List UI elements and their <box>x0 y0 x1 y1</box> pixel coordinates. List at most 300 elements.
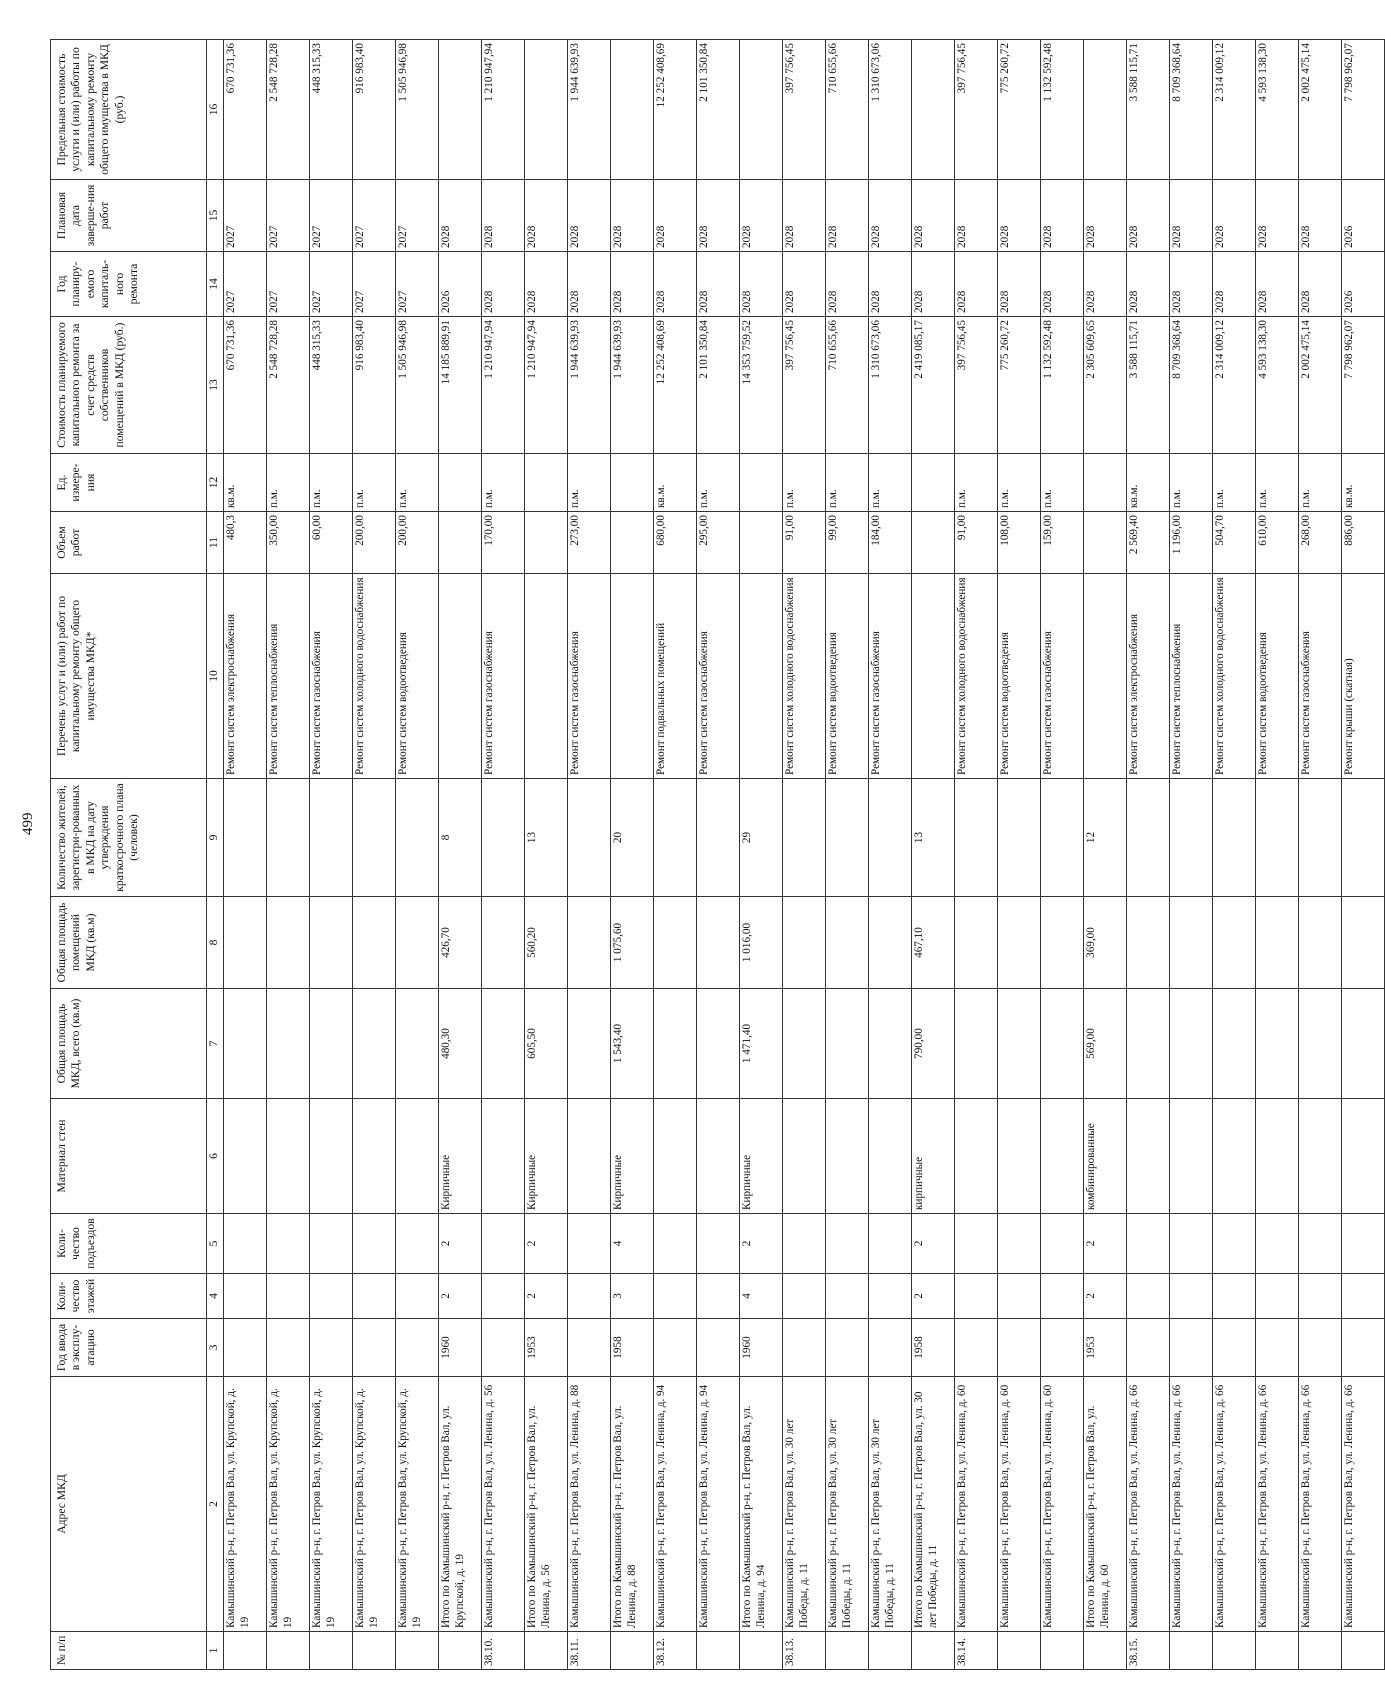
column-header: Коли-чество подъездов <box>51 1214 207 1274</box>
table-cell <box>1170 897 1213 989</box>
table-cell <box>1127 1274 1170 1319</box>
table-cell <box>1041 897 1084 989</box>
table-cell <box>869 1099 912 1214</box>
table-cell <box>998 1274 1041 1319</box>
table-cell <box>525 454 568 512</box>
table-cell: 2028 <box>697 180 740 252</box>
table-cell: п.м. <box>482 454 525 512</box>
table-cell: 2028 <box>783 180 826 252</box>
table-cell <box>1299 989 1342 1099</box>
table-cell <box>482 779 525 897</box>
table-cell: 2028 <box>697 252 740 317</box>
table-cell <box>1041 1099 1084 1214</box>
column-header: Перечень услуг и (или) работ по капитальному ремонту общего имущества МКД* <box>51 574 207 779</box>
table-cell <box>525 574 568 779</box>
table-cell: 60,00 <box>310 512 353 574</box>
table-row <box>267 40 310 1670</box>
table-cell <box>697 897 740 989</box>
table-cell <box>439 574 482 779</box>
table-cell: 1958 <box>912 1319 955 1377</box>
table-cell: 268,00 <box>1299 512 1342 574</box>
table-cell <box>869 1319 912 1377</box>
table-cell: 2026 <box>1342 252 1385 317</box>
table-cell: Камышинский р-н, г. Петров Вал, ул. Ленина, д. 66 <box>1342 1377 1385 1632</box>
rotated-page <box>50 40 1355 1670</box>
table-cell: Камышинский р-н, г. Петров Вал, ул. Ленина, д. 94 <box>654 1377 697 1632</box>
table-row <box>396 40 439 1670</box>
table-cell: 108,00 <box>998 512 1041 574</box>
table-cell: Камышинский р-н, г. Петров Вал, ул. Крупской, д. 19 <box>353 1377 396 1632</box>
table-cell: 2028 <box>1256 180 1299 252</box>
table-row <box>998 40 1041 1670</box>
table-cell <box>869 1632 912 1670</box>
table-cell <box>1213 1274 1256 1319</box>
table-cell <box>955 1099 998 1214</box>
table-cell: п.м. <box>955 454 998 512</box>
table-cell <box>1127 989 1170 1099</box>
table-cell <box>353 897 396 989</box>
table-cell <box>1170 1099 1213 1214</box>
table-row <box>568 40 611 1670</box>
table-cell: Ремонт систем газоснабжения <box>482 574 525 779</box>
table-cell <box>1342 1214 1385 1274</box>
table-cell <box>783 989 826 1099</box>
table-cell: Ремонт систем газоснабжения <box>1041 574 1084 779</box>
table-cell <box>1256 1214 1299 1274</box>
table-cell: 2 <box>525 1214 568 1274</box>
table-cell: п.м. <box>1213 454 1256 512</box>
table-cell: 1 132 592,48 <box>1041 40 1084 180</box>
table-cell <box>1299 897 1342 989</box>
table-cell: 7 798 962,07 <box>1342 40 1385 180</box>
table-cell <box>224 1099 267 1214</box>
table-cell: 2 <box>1084 1214 1127 1274</box>
column-number: 11 <box>207 512 224 574</box>
table-cell: Камышинский р-н, г. Петров Вал, ул. Крупской, д. 19 <box>267 1377 310 1632</box>
table-cell: 448 315,33 <box>310 40 353 180</box>
table-cell: Камышинский р-н, г. Петров Вал, ул. Крупской, д. 19 <box>224 1377 267 1632</box>
table-cell: 2028 <box>826 252 869 317</box>
table-cell <box>912 574 955 779</box>
table-cell: 426,70 <box>439 897 482 989</box>
table-cell <box>1041 989 1084 1099</box>
table-cell <box>826 897 869 989</box>
table-cell: Ремонт систем водоотведения <box>1256 574 1299 779</box>
table-cell <box>697 779 740 897</box>
table-cell <box>740 1632 783 1670</box>
table-cell: п.м. <box>697 454 740 512</box>
table-cell: Камышинский р-н, г. Петров Вал, ул. 30 лет Победы, д. 11 <box>826 1377 869 1632</box>
table-cell <box>267 897 310 989</box>
table-cell: 2028 <box>998 180 1041 252</box>
table-cell <box>1299 1319 1342 1377</box>
table-cell <box>998 1214 1041 1274</box>
column-header: Год ввода в эксплу-атацию <box>51 1319 207 1377</box>
table-cell: Ремонт систем холодного водоснабжения <box>1213 574 1256 779</box>
page-number: 499 <box>20 812 36 835</box>
table-cell: кв.м. <box>1342 454 1385 512</box>
table-cell: п.м. <box>826 454 869 512</box>
table-cell: 38.13. <box>783 1632 826 1670</box>
table-row <box>1256 40 1299 1670</box>
table-cell: 2028 <box>869 180 912 252</box>
table-cell: 2028 <box>1299 180 1342 252</box>
table-cell: 2028 <box>912 180 955 252</box>
table-cell: кв.м. <box>1127 454 1170 512</box>
table-cell: п.м. <box>869 454 912 512</box>
table-cell <box>267 779 310 897</box>
table-cell: Ремонт систем теплоснабжения <box>1170 574 1213 779</box>
column-header: Адрес МКД <box>51 1377 207 1632</box>
table-cell <box>740 454 783 512</box>
table-cell: 467,10 <box>912 897 955 989</box>
table-cell: 369,00 <box>1084 897 1127 989</box>
table-cell: 2027 <box>353 180 396 252</box>
table-cell: 397 756,45 <box>955 317 998 454</box>
table-cell <box>482 1319 525 1377</box>
column-number: 10 <box>207 574 224 779</box>
table-cell: п.м. <box>568 454 611 512</box>
table-cell: 20 <box>611 779 654 897</box>
table-cell: 1 944 639,93 <box>568 40 611 180</box>
table-cell <box>224 1319 267 1377</box>
table-cell: Камышинский р-н, г. Петров Вал, ул. Ленина, д. 60 <box>998 1377 1041 1632</box>
table-cell: 1 543,40 <box>611 989 654 1099</box>
table-row <box>439 40 482 1670</box>
table-cell: 200,00 <box>353 512 396 574</box>
table-cell <box>912 454 955 512</box>
table-cell: 38.10. <box>482 1632 525 1670</box>
table-cell <box>396 1319 439 1377</box>
column-header: Коли-чество этажей <box>51 1274 207 1319</box>
table-cell: 2 548 728,28 <box>267 317 310 454</box>
table-row <box>1084 40 1127 1670</box>
table-row <box>869 40 912 1670</box>
table-cell: 2028 <box>482 252 525 317</box>
table-cell <box>611 1632 654 1670</box>
table-cell <box>1041 779 1084 897</box>
table-cell: 610,00 <box>1256 512 1299 574</box>
table-cell <box>1127 1319 1170 1377</box>
table-cell: Итого по Камышинский р-н, г. Петров Вал, ул. Крупской, д. 19 <box>439 1377 482 1632</box>
table-cell <box>224 897 267 989</box>
column-number: 2 <box>207 1377 224 1632</box>
table-cell: 2028 <box>1256 252 1299 317</box>
table-cell: кв.м. <box>654 454 697 512</box>
table-row <box>1342 40 1385 1670</box>
table-cell <box>1299 779 1342 897</box>
table-cell: 1 196,00 <box>1170 512 1213 574</box>
table-cell <box>482 1214 525 1274</box>
table-cell <box>740 40 783 180</box>
table-cell: кв.м. <box>224 454 267 512</box>
table-cell <box>1299 1214 1342 1274</box>
table-cell: 2 101 350,84 <box>697 317 740 454</box>
table-cell: 184,00 <box>869 512 912 574</box>
table-cell <box>267 1099 310 1214</box>
table-cell <box>611 512 654 574</box>
table-cell <box>1213 779 1256 897</box>
table-cell <box>568 779 611 897</box>
table-cell <box>525 40 568 180</box>
table-cell: 1953 <box>1084 1319 1127 1377</box>
table-cell: Ремонт систем газоснабжения <box>568 574 611 779</box>
table-cell: 200,00 <box>396 512 439 574</box>
table-cell: 670 731,36 <box>224 40 267 180</box>
table-cell: 99,00 <box>826 512 869 574</box>
table-cell: 38.12. <box>654 1632 697 1670</box>
table-cell: 2 <box>740 1214 783 1274</box>
table-cell: 2 569,40 <box>1127 512 1170 574</box>
table-cell <box>1256 1274 1299 1319</box>
table-cell <box>396 1632 439 1670</box>
table-cell <box>697 1319 740 1377</box>
table-cell: 4 593 138,30 <box>1256 317 1299 454</box>
table-cell: 2027 <box>224 180 267 252</box>
table-cell <box>955 897 998 989</box>
table-row <box>525 40 568 1670</box>
table-cell: 7 798 962,07 <box>1342 317 1385 454</box>
table-cell <box>310 1214 353 1274</box>
table-cell: 295,00 <box>697 512 740 574</box>
table-cell <box>310 1274 353 1319</box>
table-cell <box>654 897 697 989</box>
table-cell <box>1342 1274 1385 1319</box>
table-cell <box>912 1632 955 1670</box>
table-cell <box>1299 1099 1342 1214</box>
table-cell: 504,70 <box>1213 512 1256 574</box>
table-row <box>482 40 525 1670</box>
table-cell <box>1342 1099 1385 1214</box>
table-cell: 1 016,00 <box>740 897 783 989</box>
table-cell <box>1041 1319 1084 1377</box>
table-cell <box>267 1214 310 1274</box>
table-cell: 1 210 947,94 <box>482 40 525 180</box>
table-cell: 790,00 <box>912 989 955 1099</box>
table-cell <box>1342 1632 1385 1670</box>
table-cell: 1960 <box>740 1319 783 1377</box>
column-number: 12 <box>207 454 224 512</box>
column-number: 15 <box>207 180 224 252</box>
table-cell: п.м. <box>1170 454 1213 512</box>
table-cell <box>1127 779 1170 897</box>
table-cell <box>224 1274 267 1319</box>
table-cell <box>1299 1632 1342 1670</box>
table-cell: 1953 <box>525 1319 568 1377</box>
table-cell <box>1256 1632 1299 1670</box>
table-cell <box>1170 1319 1213 1377</box>
table-cell <box>740 574 783 779</box>
table-cell <box>267 989 310 1099</box>
table-cell: 12 252 408,69 <box>654 317 697 454</box>
table-cell: п.м. <box>1256 454 1299 512</box>
table-cell: п.м. <box>310 454 353 512</box>
table-cell <box>611 454 654 512</box>
table-cell: 448 315,33 <box>310 317 353 454</box>
table-cell <box>439 1632 482 1670</box>
table-cell: Ремонт систем электроснабжения <box>224 574 267 779</box>
table-cell: 2028 <box>1127 180 1170 252</box>
table-cell <box>482 989 525 1099</box>
table-cell <box>998 779 1041 897</box>
table-cell <box>396 1214 439 1274</box>
column-number: 3 <box>207 1319 224 1377</box>
table-cell: 397 756,45 <box>955 40 998 180</box>
table-cell <box>1084 40 1127 180</box>
table-cell: Итого по Камышинский р-н, г. Петров Вал, ул. Ленина, д. 88 <box>611 1377 654 1632</box>
table-cell: 12 <box>1084 779 1127 897</box>
table-row <box>1041 40 1084 1670</box>
table-cell: 2028 <box>1041 180 1084 252</box>
table-cell: 2028 <box>955 180 998 252</box>
table-cell: 4 <box>611 1214 654 1274</box>
table-cell <box>310 1632 353 1670</box>
table-cell: 4 593 138,30 <box>1256 40 1299 180</box>
table-row <box>826 40 869 1670</box>
table-cell: Ремонт систем газоснабжения <box>310 574 353 779</box>
table-cell: 13 <box>912 779 955 897</box>
table-cell: 2026 <box>439 252 482 317</box>
column-header: Материал стен <box>51 1099 207 1214</box>
table-cell: Ремонт систем водоотведения <box>396 574 439 779</box>
table-cell <box>267 1632 310 1670</box>
table-cell: 916 983,40 <box>353 317 396 454</box>
table-cell <box>1256 989 1299 1099</box>
table-cell: Кирпичные <box>611 1099 654 1214</box>
table-cell <box>396 897 439 989</box>
table-cell <box>1213 1632 1256 1670</box>
table-cell: 569,00 <box>1084 989 1127 1099</box>
table-cell: 1 210 947,94 <box>525 317 568 454</box>
column-header: Стоимость планируемого капитального ремонта за счет средств собственников помещений в МКД (руб.) <box>51 317 207 454</box>
column-number: 1 <box>207 1632 224 1670</box>
table-cell <box>1170 1214 1213 1274</box>
table-cell: 2028 <box>611 252 654 317</box>
table-cell: 710 655,66 <box>826 317 869 454</box>
table-row <box>955 40 998 1670</box>
table-cell: Итого по Камышинский р-н, г. Петров Вал, ул. Ленина, д. 60 <box>1084 1377 1127 1632</box>
table-cell: п.м. <box>1299 454 1342 512</box>
table-cell <box>568 1214 611 1274</box>
table-cell <box>654 779 697 897</box>
table-cell <box>1256 1319 1299 1377</box>
table-cell <box>1127 1099 1170 1214</box>
table-cell <box>568 1099 611 1214</box>
table-cell: 1 944 639,93 <box>611 317 654 454</box>
column-number: 9 <box>207 779 224 897</box>
table-cell: 3 588 115,71 <box>1127 317 1170 454</box>
table-cell: 170,00 <box>482 512 525 574</box>
column-number: 13 <box>207 317 224 454</box>
table-cell <box>998 1319 1041 1377</box>
table-cell: 670 731,36 <box>224 317 267 454</box>
table-cell: 1 505 946,98 <box>396 40 439 180</box>
table-cell <box>310 779 353 897</box>
table-cell: Ремонт подвальных помещений <box>654 574 697 779</box>
column-number: 8 <box>207 897 224 989</box>
column-header: Объем работ <box>51 512 207 574</box>
column-header: Плановая дата заверше-ния работ <box>51 180 207 252</box>
table-cell: Камышинский р-н, г. Петров Вал, ул. Ленина, д. 88 <box>568 1377 611 1632</box>
table-cell: 1 075,60 <box>611 897 654 989</box>
table-cell <box>869 1274 912 1319</box>
table-cell: 2028 <box>439 180 482 252</box>
table-cell <box>568 897 611 989</box>
table-cell <box>654 1319 697 1377</box>
table-cell: 1960 <box>439 1319 482 1377</box>
table-cell: 2 <box>439 1214 482 1274</box>
table-cell <box>783 1214 826 1274</box>
table-cell: 2028 <box>1213 252 1256 317</box>
table-cell: Камышинский р-н, г. Петров Вал, ул. Ленина, д. 56 <box>482 1377 525 1632</box>
table-cell <box>1041 1214 1084 1274</box>
table-cell: 2028 <box>654 180 697 252</box>
table-cell <box>654 1099 697 1214</box>
column-header: Ед. измере-ния <box>51 454 207 512</box>
table-cell: 2 <box>912 1274 955 1319</box>
table-cell: 91,00 <box>955 512 998 574</box>
table-cell <box>353 1214 396 1274</box>
table-cell <box>568 989 611 1099</box>
table-cell <box>439 512 482 574</box>
table-cell <box>1041 1274 1084 1319</box>
table-cell: 775 260,72 <box>998 40 1041 180</box>
table-cell: 605,50 <box>525 989 568 1099</box>
table-cell <box>568 1319 611 1377</box>
table-cell <box>955 1274 998 1319</box>
table-cell: 2028 <box>912 252 955 317</box>
table-cell: 2028 <box>740 252 783 317</box>
table-cell: п.м. <box>267 454 310 512</box>
table-cell: 2028 <box>1170 252 1213 317</box>
table-cell <box>1170 779 1213 897</box>
table-cell <box>353 1319 396 1377</box>
table-cell <box>869 989 912 1099</box>
table-cell: 560,20 <box>525 897 568 989</box>
table-cell <box>955 989 998 1099</box>
table-cell: 2026 <box>1342 180 1385 252</box>
table-cell: 2028 <box>611 180 654 252</box>
table-cell: 2027 <box>396 180 439 252</box>
table-cell <box>826 989 869 1099</box>
table-cell: 2028 <box>1084 180 1127 252</box>
table-cell: Камышинский р-н, г. Петров Вал, ул. Ленина, д. 60 <box>1041 1377 1084 1632</box>
table-cell: 3 <box>611 1274 654 1319</box>
table-cell: 886,00 <box>1342 512 1385 574</box>
table-cell <box>955 779 998 897</box>
table-cell: Камышинский р-н, г. Петров Вал, ул. Крупской, д. 19 <box>310 1377 353 1632</box>
table-cell: 2027 <box>396 252 439 317</box>
table-cell: 2 <box>1084 1274 1127 1319</box>
column-header: Общая площадь помещений МКД (кв.м) <box>51 897 207 989</box>
table-cell: 8 <box>439 779 482 897</box>
table-cell <box>482 1274 525 1319</box>
table-cell: 2028 <box>1170 180 1213 252</box>
table-cell: 2028 <box>783 252 826 317</box>
table-cell <box>912 512 955 574</box>
table-cell: Ремонт систем холодного водоснабжения <box>783 574 826 779</box>
table-cell: 38.15. <box>1127 1632 1170 1670</box>
table-cell: 2 314 009,12 <box>1213 317 1256 454</box>
table-cell <box>1256 897 1299 989</box>
table-cell <box>1213 897 1256 989</box>
table-cell: 8 709 368,64 <box>1170 317 1213 454</box>
table-cell: п.м. <box>353 454 396 512</box>
table-cell <box>1084 1632 1127 1670</box>
table-cell: 91,00 <box>783 512 826 574</box>
table-cell <box>611 40 654 180</box>
column-header: Общая площадь МКД, всего (кв.м) <box>51 989 207 1099</box>
